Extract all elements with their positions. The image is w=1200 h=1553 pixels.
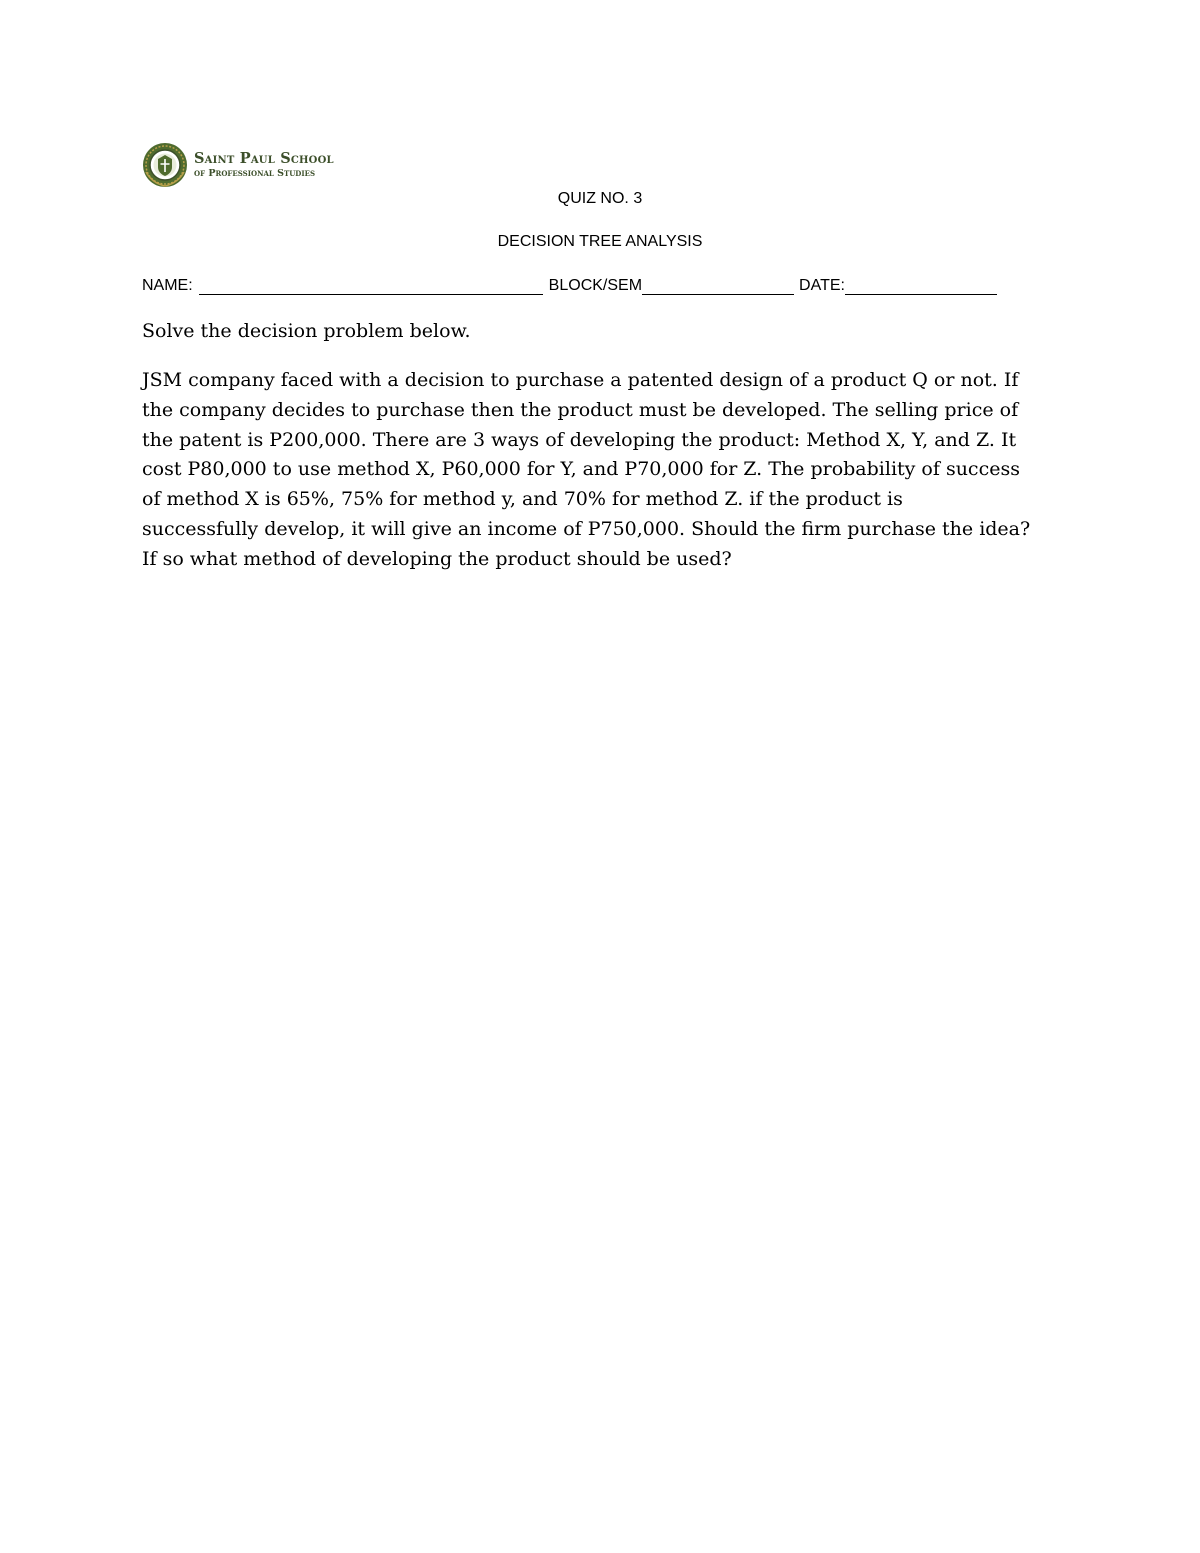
problem-line: successfully develop, it will give an income of P750,000. Should the firm purchase the idea? [142, 517, 1031, 540]
problem-line: JSM company faced with a decision to purchase a patented design of a product Q or not. If [142, 369, 1019, 391]
block-sem-label: BLOCK/SEM [548, 277, 643, 294]
instruction-text: Solve the decision problem below. [142, 320, 471, 342]
name-blank [199, 277, 543, 295]
student-info-row [142, 277, 997, 295]
problem-statement [142, 366, 1082, 575]
problem-line: the patent is P200,000. There are 3 ways of developing the product: Method X, Y, and Z. It [142, 428, 1017, 451]
quiz-title: DECISION TREE ANALYSIS [497, 233, 703, 250]
logo-school-subtitle: of Professional Studies [194, 167, 316, 179]
block-sem-blank [642, 277, 794, 295]
problem-line: of method X is 65%, 75% for method y, and 70% for method Z. if the product is [142, 488, 903, 511]
problem-line: If so what method of developing the product should be used? [142, 547, 732, 570]
date-blank [845, 277, 997, 295]
name-label: NAME: [142, 277, 193, 294]
date-label: DATE: [799, 277, 845, 294]
problem-line: the company decides to purchase then the product must be developed. The selling price of [142, 398, 1019, 421]
school-logo [142, 142, 334, 188]
logo-school-name: Saint Paul School [194, 150, 334, 167]
quiz-number: QUIZ NO. 3 [557, 190, 643, 207]
school-seal-icon [142, 142, 188, 188]
problem-line: cost P80,000 to use method X, P60,000 for Y, and P70,000 for Z. The probability of success [142, 458, 1020, 481]
